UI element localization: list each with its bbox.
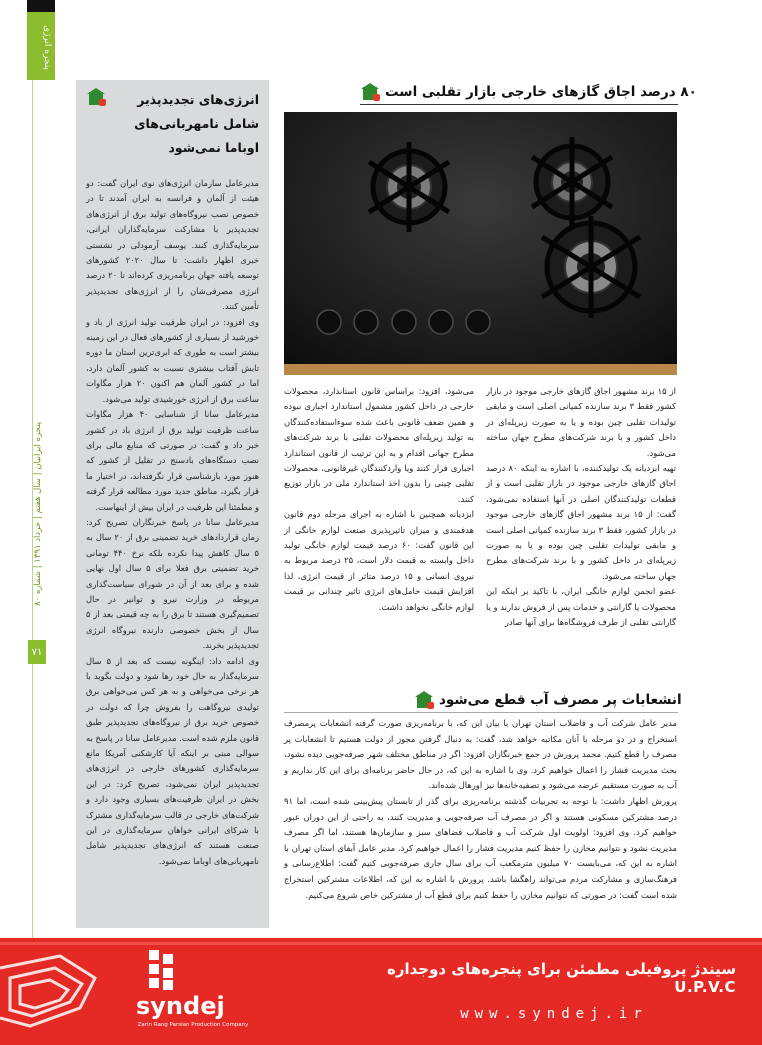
sidebar-article-heading bbox=[86, 88, 259, 160]
syndej-brand: syndej bbox=[136, 992, 225, 1020]
paragraph: از ۱۵ برند مشهور اجاق گازهای خارجی موجود در بازار کشور فقط ۳ برند سازنده کمپانی اصلی است و مابقی تولیدات تقلبی چین بوده و یا به صورت زیرپله‌ای در داخل کشور و با برند شرکت‌های مطرح جهان ساخته می‌شود. bbox=[486, 386, 677, 458]
issue-info: پنجره ایرانیان | سال هفتم | خرداد ۱۳۹۱ | شماره ۸۰ bbox=[33, 421, 43, 607]
second-article-body bbox=[284, 716, 677, 903]
page-number: ۷۱ bbox=[28, 640, 46, 664]
house-icon bbox=[86, 88, 106, 106]
paragraph: عضو انجمن لوازم خانگی ایران، با تاکید بر اینکه این محصولات یا گارانتی و خدمات پس از فروش ندارند و یا گارانتی تقلبی از طرف فروشگاه‌ها برای آنها صادر bbox=[486, 586, 676, 628]
headline-rule bbox=[360, 104, 678, 105]
section-tab-cap bbox=[27, 0, 55, 12]
stove-photo bbox=[284, 112, 677, 375]
website-link[interactable]: www.syndej.ir bbox=[460, 1006, 648, 1022]
syndej-logo-icon bbox=[145, 948, 185, 992]
company-name: Zarin Rang Parsian Production Company bbox=[137, 1022, 249, 1028]
paragraph: می‌شود، افزود: براساس قانون استاندارد، محصولات خارجی در داخل کشور مشمول استاندارد اجباری نبوده و همین ضعف قانونی باعث شده سوءاستفاده‌کنندگان به تولید زیرپله‌ای محصولات تقلبی با برند شرکت‌های مطرح جهانی اقدام و به این ترتیب از قانون استاندارد اجباری فرار کنند ویا واردکنندگان غیرقانونی، محصولات تقلبی چینی را بدون اخذ استاندارد ملی در بازار توزیع کنند. bbox=[284, 386, 474, 504]
sidebar-article bbox=[76, 80, 269, 928]
ad-slogan: سیندژ پروفیلی مطمئن برای پنجره‌های دوجداره U.P.V.C bbox=[386, 960, 736, 996]
main-article-right-column bbox=[486, 384, 676, 631]
paragraph: مدیرعامل سانا در پاسخ خبرنگاران تصریح کرد: زمان قراردادهای خرید تضمینی برق از ۲۰ سال به ۵ سال کاهش پیدا نکرده بلکه نرخ ۴۴۰ تومانی خرید تضمینی برق فعلا برای ۵ سال اول نهایی شده و برای بعد از آن در شورای سیاست‌گذاری مربوطه در وزارت نیرو و توانیر در حال تصمیم‌گیری هستند تا برق را به چه قیمتی بعد از ۵ سال از بخش خصوصی دارنده نیروگاه انرژی تجدیدپذیر بخرند. bbox=[86, 516, 259, 651]
stove-illustration bbox=[284, 112, 677, 375]
main-article-title: ۸۰ درصد اجاق گازهای خارجی بازار تقلبی است bbox=[385, 84, 697, 100]
sidebar-article-body bbox=[86, 176, 259, 869]
main-article-left-column bbox=[284, 384, 474, 615]
paragraph: ابزدیانه همچنین با اشاره به اجرای مرحله دوم قانون هدفمندی و میزان تاثیرپذیری صنعت لوازم خانگی از این قانون گفت: ۶۰ درصد قیمت لوازم خانگی تولید داخل وابسته به قیمت دلار است، ۲۵ درصد مربوط به نیروی انسانی و ۱۵ درصد متاثر از قیمت انرژی، لذا افزایش قیمت حامل‌های انرژی تاثیر چندانی بر قیمت لوازم خانگی نخواهد داشت. bbox=[284, 509, 474, 612]
section-label: پنجره انرژی bbox=[42, 24, 52, 70]
second-article-title: انشعابات پر مصرف آب قطع می‌شود bbox=[439, 692, 682, 708]
paragraph: تهیه ابزدیانه یک تولیدکننده، با اشاره به اینکه ۸۰ درصد اجاق گازهای خارجی موجود در بازار تقلبی است و از قطعات تولیدکنندگان اصلی در آنها استفاده نمی‌شود، گفت: از ۱۵ برند مشهور اجاق گازهای خارجی موجود در بازار کشور، فقط ۳ برند سازنده کمپانی اصلی است و مابقی تولیدات تقلبی چین بوده و یا به صورت زیرپله‌ای در داخل کشور و با برند شرکت‌های مطرح جهان ساخته می‌شود. bbox=[486, 463, 676, 581]
main-article-heading bbox=[360, 80, 697, 104]
paragraph: پرورش اظهار داشت: با توجه به تجربیات گذشته برنامه‌ریزی برای گذر از تابستان پیش‌بینی شده است، اما ۹۱ درصد مشترکین مسکونی هستند و اگر در مصرف آب صرفه‌جویی و مدیریت کنند، به راحتی از این دوران عبور خواهیم کرد. وی افزود: اولویت اول شرکت آب و فاضلاب فضاهای سبز و سازمان‌ها هستند، اما اگر مصرف مدیریت نشود و نتوانیم مخازن را حفظ کنیم مدیریت فشار را اعمال خواهیم کرد. مدیر عامل آبفای استان تهران با اشاره به این که، می‌بایست ۷۰ میلیون مترمکعب آب برای سال جاری صرفه‌جویی کنیم گفت: اطلاع‌رسانی و فرهنگ‌سازی و مشارکت مردم می‌تواند راهگشا باشد. پرورش با اشاره به این که، اطلاعات مشترکین استخراج شده است گفت: در صورتی که نتوانیم مخازن را حفظ کنیم برای قطع آب از مشترکین خاص شروع می‌کنیم. bbox=[284, 795, 677, 900]
sidebar-article-title: انرژی‌های تجدیدپذیر شامل نامهربانی‌های اوباما نمی‌شود bbox=[134, 92, 259, 155]
paragraph: مدیرعامل سانا از شناسایی ۴۰ هزار مگاوات ساعت ظرفیت تولید برق از انرژی باد در کشور خبر داد و گفت: در صورتی که منابع مالی برای نصب دستگاه‌های بادسنج در تقلیل از کشور که هنوز مورد بازشناسی قرار نگرفته‌اند، در اختیار ما قرار بگیرد، مناطق جدید مورد مطالعه قرار گرفته و مطمئنا این ظرفیت در ایران بیش از اینهاست. bbox=[86, 409, 260, 512]
paragraph: وی افزود: در ایران ظرفیت تولید انرژی از باد و خورشید از بسیاری از کشورهای فعال در این زمینه بیشتر است به طوری که ابری‌ترین استان ما دوره تابش آفتاب بیشتری نسبت به کشور آلمان دارد، اما در کشور آلمان هم اکنون ۲۰ هزار مگاوات ساعت برق از انرژی خورشیدی تولید می‌شود. bbox=[86, 316, 259, 404]
house-icon bbox=[414, 691, 434, 709]
house-icon bbox=[360, 83, 380, 101]
paragraph: مدیرعامل سازمان انرژی‌های نوی ایران گفت: دو هیئت از آلمان و فرانسه به ایران آمدند تا در خصوص نصب نیروگاه‌های تولید برق از انرژی‌های تجدیدپذیر با مشارکت سرمایه‌گذاران ایرانی، سرمایه‌گذاری کنند. یوسف آرمودلی در نشستی خبری اظهار داشت: تا سال ۲۰۲۰ کشورهای توسعه یافته جهان برنامه‌ریزی کرده‌اند تا ۲۰ درصد انرژی مصرفی‌شان را از انرژی‌های تجدیدپذیر تأمین کنند. bbox=[86, 178, 259, 312]
paragraph: وی ادامه داد: اینگونه نیست که بعد از ۵ سال سرمایه‌گذار به حال خود رها شود و دولت بگوید با هر نرخی می‌خواهی و به هر کس می‌خواهی برق تولیدی نیروگاهت را بفروش چرا که دولت در خصوص خرید برق از نیروگاه‌های تجدیدپذیر طبق قانون ملزم شده است. مدیرعامل سانا در پاسخ به سوالی مبنی بر اینکه آیا کارشکنی آمریکا مانع سرمایه‌گذاری کشورهای خارجی در انرژی‌های تجدیدپذیر ایران نمی‌شود، تصریح کرد: در این بخش در ایران ظرفیت‌های بسیاری وجود دارد و شرکت‌های خارجی در قالب سرمایه‌گذاری مشترک با شرکای ایرانی خواهان سرمایه‌گذاری در این صنعت هستند که انرژی‌های تجدیدپذیر شامل نامهربانی‌های اوباما نمی‌شود. bbox=[86, 655, 259, 866]
second-article-heading bbox=[414, 688, 682, 712]
headline-rule bbox=[284, 712, 678, 713]
window-profile-illustration bbox=[0, 938, 120, 1045]
paragraph: مدیر عامل شرکت آب و فاضلاب استان تهران با بیان این که، با برنامه‌ریزی صورت گرفته انشعابات پرمصرف استخراج و در دو مرحله با آنان مکاتبه خواهد شد، گفت: به دنبال گرفتن مجوز از دولت هستیم تا انشعابات پر مصرف را قطع کنیم. محمد پرورش در جمع خبرنگاران افزود: اگر در مناطق مختلف شهر صرفه‌جویی دیده نشود، بحث مدیریت فشار را اعمال خواهیم کرد. وی با اشاره به این که، در حال حاضر برنامه‌ای برای این کار نداریم و آب به صورت مستقیم عرضه می‌شود و تصفیه‌خانه‌ها نیز اورهال شده‌اند. bbox=[284, 718, 677, 791]
